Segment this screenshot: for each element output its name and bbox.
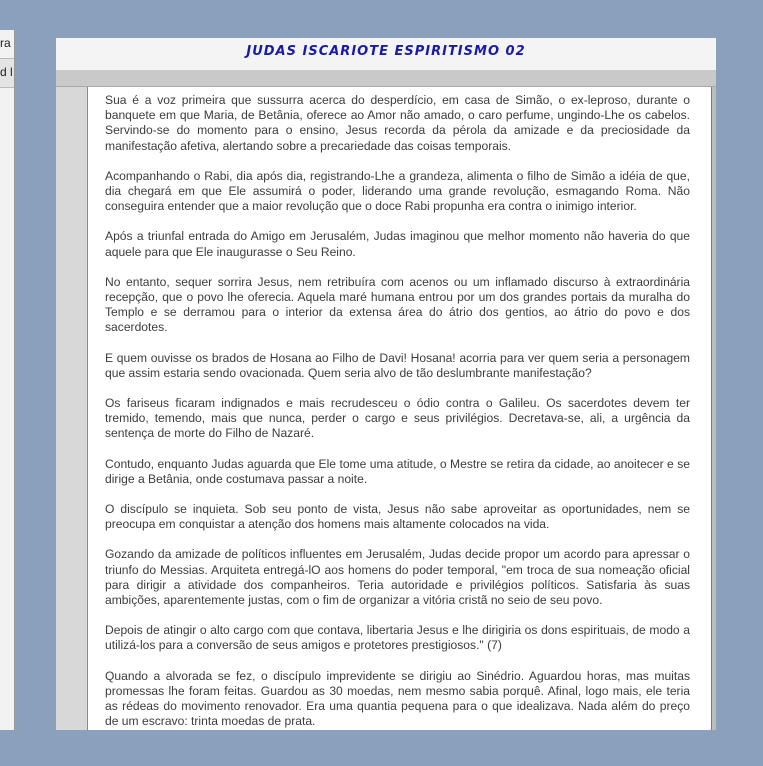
paragraph: No entanto, sequer sorrira Jesus, nem retribuíra com acenos ou um inflamado discurso à extraordinária recepção, que o povo lhe oferecia. Aquela maré humana entrou por um dos grandes portais da muralha do Templo e se derramou para o interior da extensa área do átrio dos gentios, ao átrio do povo e dos sacerdotes. bbox=[105, 274, 690, 335]
paragraph: Contudo, enquanto Judas aguarda que Ele tome uma atitude, o Mestre se retira da cidade, ao anoitecer e se dirige a Betânia, onde costumava passar a noite. bbox=[105, 456, 690, 486]
paragraph: E quem ouvisse os brados de Hosana ao Filho de Davi! Hosana! acorria para ver quem seria a personagem que assim estaria sendo ovacionada. Quem seria alvo de tão deslumbrante manifestação? bbox=[105, 350, 690, 380]
background-window-text-2: d l bbox=[0, 65, 13, 79]
paragraph: Gozando da amizade de políticos influentes em Jerusalém, Judas decide propor um acordo para apressar o triunfo do Messias. Arquiteta entregá-lO aos homens do poder temporal, "em troca de sua nomeação oficial para dirigir a atividade dos companheiros. Teria autoridade e privilégios políticos. Satisfaria às suas ambições, aparentemente justas, com o fim de organizar a vitória cristã no seio de seu povo. bbox=[105, 547, 690, 608]
paragraph: Quando a alvorada se fez, o discípulo imprevidente se dirigiu ao Sinédrio. Aguardou horas, mas muitas promessas lhe foram feitas. Guardou as 30 moedas, nem mesmo sabia porquê. Afinal, logo mais, ele teria as rédeas do movimento renovador. Era uma quantia pequena para o que idealizava. Nada além do preço de um escravo: trinta moedas de prata. bbox=[105, 668, 690, 729]
paragraph: O discípulo se inquieta. Sob seu ponto de vista, Jesus não sabe aproveitar as oportunidades, nem se preocupa em conquistar a atenção dos homens mais altamente colocados na vida. bbox=[105, 502, 690, 532]
paragraph: Após a triunfal entrada do Amigo em Jerusalém, Judas imaginou que melhor momento não haveria do que aquele para que Ele inaugurasse o Seu Reino. bbox=[105, 229, 690, 259]
background-window[interactable] bbox=[0, 30, 15, 730]
background-window-text: ra bbox=[0, 36, 11, 50]
window-titlebar[interactable] bbox=[56, 38, 716, 70]
toolbar-strip bbox=[56, 70, 716, 87]
right-border bbox=[711, 87, 716, 730]
left-margin-panel bbox=[56, 87, 88, 730]
article-body bbox=[105, 93, 690, 730]
window-title: JUDAS ISCARIOTE ESPIRITISMO 02 bbox=[246, 44, 526, 59]
document-window bbox=[56, 38, 716, 730]
paragraph: Depois de atingir o alto cargo com que contava, libertaria Jesus e lhe dirigiria os dons espirituais, de modo a utilizá-los para a conversão de seus amigos e protetores prestigiosos." (7) bbox=[105, 623, 690, 653]
paragraph: Os fariseus ficaram indignados e mais recrudesceu o ódio contra o Galileu. Os sacerdotes devem ter tremido, temendo, mais que nunca, perder o cargo e seus privilégios. Decretava-se, ali, a urgência da sentença de morte do Filho de Nazaré. bbox=[105, 396, 690, 441]
paragraph: Acompanhando o Rabi, dia após dia, registrando-Lhe a grandeza, alimenta o filho de Simão a idéia de que, dia chegará em que Ele assumirá o poder, liderando uma grande revolução, esmagando Roma. Não conseguira entender que a maior revolução que o doce Rabi propunha era contra o inimigo interior. bbox=[105, 168, 690, 214]
paragraph: Sua é a voz primeira que sussurra acerca do desperdício, em casa de Simão, o ex-leproso, durante o banquete em que Maria, de Betânia, oferece ao Amor não amado, o caro perfume, ungindo-Lhe os cabelos. Servindo-se do momento para o ensino, Jesus recorda da pérola da amizade e da preciosidade da manifestação afetiva, alertando sobre a precariedade das coisas temporais. bbox=[105, 93, 690, 153]
